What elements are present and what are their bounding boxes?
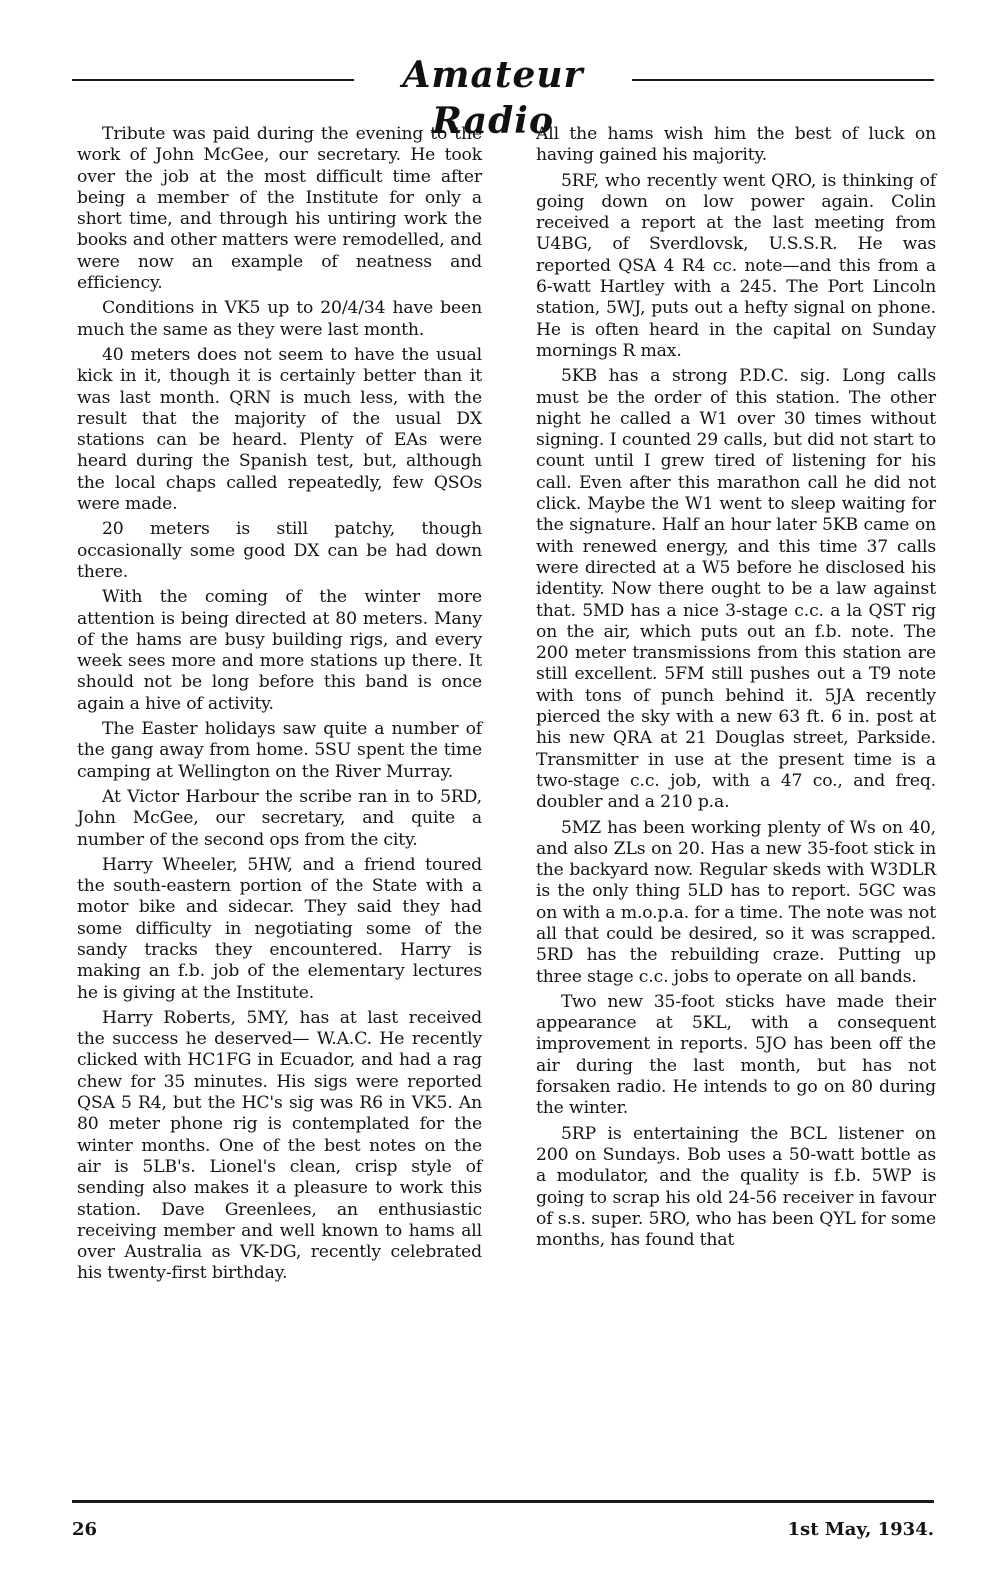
paragraph: 20 meters is still patchy, though occasionally some good DX can be had down there. — [77, 519, 482, 582]
paragraph: Harry Roberts, 5MY, has at last received the success he deserved— W.A.C. He recently clicked with HC1FG in Ecuador, and had a rag chew for 35 minutes. His sigs were reported QSA 5 R4, but the HC's sig was R6 in VK5. An 80 meter phone rig is contemplated for the winter months. One of the best notes on the air is 5LB's. Lionel's clean, crisp style of sending also makes it a pleasure to work this station. Dave Greenlees, an enthusiastic receiving member and well known to hams all over Australia as VK-DG, recently celebrated his twenty-first birthday. — [77, 1007, 482, 1284]
paragraph: 5RF, who recently went QRO, is thinking of going down on low power again. Colin received a report at the last meeting from U4BG, of Sverdlovsk, U.S.S.R. He was reported QSA 4 R4 cc. note—and this from a 6-watt Hartley with a 245. The Port Lincoln station, 5WJ, puts out a hefty signal on phone. He is often heard in the capital on Sunday mornings R max. — [536, 170, 936, 361]
masthead-rule-right — [632, 79, 934, 81]
left-column — [77, 124, 482, 1289]
masthead-rule-left — [72, 79, 354, 81]
paragraph: 5RP is entertaining the BCL listener on 200 on Sundays. Bob uses a 50-watt bottle as a modulator, and the quality is f.b. 5WP is going to scrap his old 24-56 receiver in favour of s.s. super. 5RO, who has been QYL for some months, has found that — [536, 1123, 936, 1251]
paragraph: With the coming of the winter more attention is being directed at 80 meters. Many of the hams are busy building rigs, and every week sees more and more stations up there. It should not be long before this band is once again a hive of activity. — [77, 587, 482, 714]
paragraph: Conditions in VK5 up to 20/4/34 have been much the same as they were last month. — [77, 298, 482, 340]
publication-title: Amateur Radio — [402, 54, 584, 142]
issue-date: 1st May, 1934. — [787, 1519, 934, 1540]
page-number: 26 — [72, 1519, 98, 1540]
paragraph: At Victor Harbour the scribe ran in to 5RD, John McGee, our secretary, and quite a number of the second ops from the city. — [77, 786, 482, 850]
paragraph: 5MZ has been working plenty of Ws on 40, and also ZLs on 20. Has a new 35-foot stick in the backyard now. Regular skeds with W3DLR is the only thing 5LD has to report. 5GC was on with a m.o.p.a. for a time. The note was not all that could be desired, so it was scrapped. 5RD has the rebuilding craze. Putting up three stage c.c. jobs to operate on all bands. — [536, 817, 936, 987]
paragraph: The Easter holidays saw quite a number of the gang away from home. 5SU spent the time camping at Wellington on the River Murray. — [77, 719, 482, 782]
paragraph: Tribute was paid during the evening to the work of John McGee, our secretary. He took over the job at the most difficult time after being a member of the Institute for only a short time, and through his untiring work the books and other matters were remodelled, and were now an example of neatness and efficiency. — [77, 124, 482, 294]
right-column — [536, 124, 936, 1255]
footer-rule — [72, 1500, 934, 1503]
paragraph: 40 meters does not seem to have the usual kick in it, though it is certainly better than it was last month. QRN is much less, with the result that the majority of the usual DX stations can be heard. Plenty of EAs were heard during the Spanish test, but, although the local chaps called repeatedly, few QSOs were made. — [77, 344, 482, 515]
paragraph: Harry Wheeler, 5HW, and a friend toured the south-eastern portion of the State with a motor bike and sidecar. They said they had some difficulty in negotiating some of the sandy tracks they encountered. Harry is making an f.b. job of the elementary lectures he is giving at the Institute. — [77, 854, 482, 1003]
paragraph: Two new 35-foot sticks have made their appearance at 5KL, with a consequent improvement in reports. 5JO has been off the air during the last month, but has not forsaken radio. He intends to go on 80 during the winter. — [536, 991, 936, 1119]
masthead — [72, 52, 934, 142]
paragraph: 5KB has a strong P.D.C. sig. Long calls must be the order of this station. The other night he called a W1 over 30 times without signing. I counted 29 calls, but did not start to count until I grew tired of listening for his call. Even after this marathon call he did not click. Maybe the W1 went to sleep waiting for the signature. Half an hour later 5KB came on with renewed energy, and this time 37 calls were directed at a W5 before he disclosed his identity. Now there ought to be a law against that. 5MD has a nice 3-stage c.c. a la QST rig on the air, which puts out an f.b. note. The 200 meter transmissions from this station are still excellent. 5FM still pushes out a T9 note with tons of punch behind it. 5JA recently pierced the sky with a new 63 ft. 6 in. post at his new QRA at 21 Douglas street, Parkside. Transmitter in use at the present time is a two-stage c.c. job, with a 47 co., and freq. doubler and a 210 p.a. — [536, 366, 936, 813]
paragraph-continued: All the hams wish him the best of luck on having gained his majority. — [536, 124, 936, 166]
